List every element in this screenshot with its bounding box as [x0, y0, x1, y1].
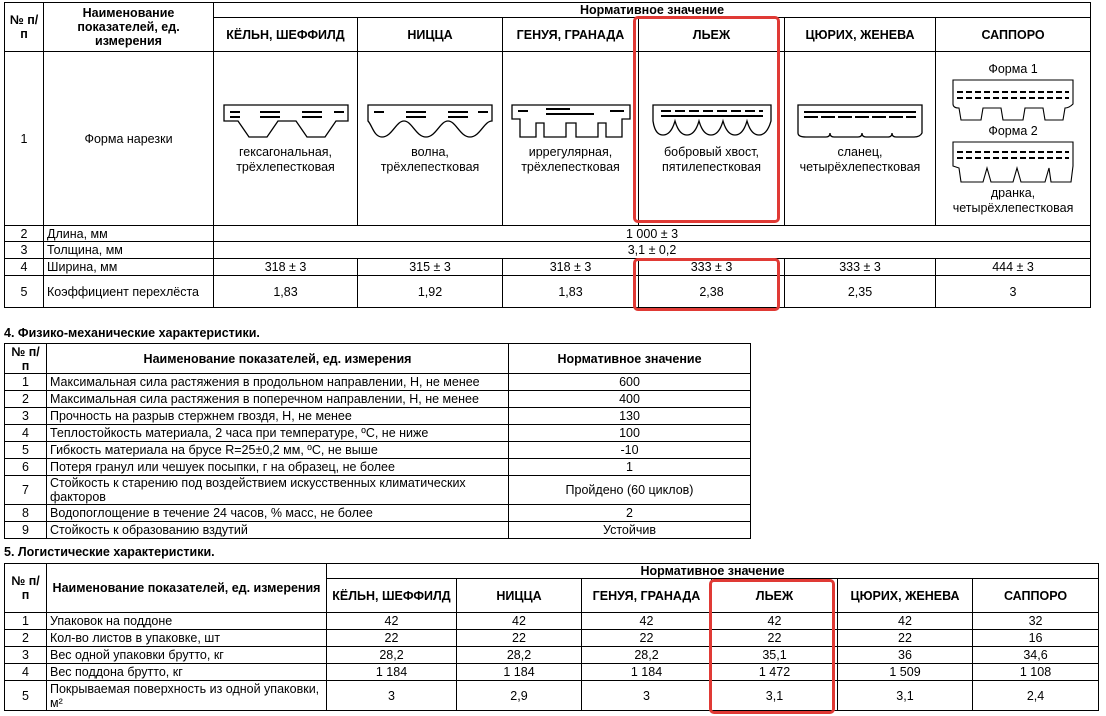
physical-mechanical-table: [4, 343, 751, 539]
row-value: 3: [327, 681, 457, 711]
row-value: 2,4: [973, 681, 1099, 711]
row-value: 333 ± 3: [785, 259, 936, 276]
row-name: Вес одной упаковки брутто, кг: [47, 647, 327, 664]
form-2-shingle-icon: [951, 138, 1075, 184]
table-row: [5, 408, 751, 425]
row-num: 1: [5, 613, 47, 630]
row-value: 1 184: [457, 664, 582, 681]
section-4-title: 4. Физико-механические характеристики.: [4, 326, 260, 340]
table-row: [5, 613, 1099, 630]
highlight-frame: [633, 258, 780, 311]
product-header: САППОРО: [936, 18, 1091, 52]
product-header: КЁЛЬН, ШЕФФИЛД: [327, 579, 457, 613]
irregular-shingle-icon: [510, 103, 632, 141]
row-num: 2: [5, 391, 47, 408]
table-row: [5, 425, 751, 442]
row-value: 28,2: [582, 647, 712, 664]
table-row: [5, 505, 751, 522]
row-value: 3,1: [712, 681, 838, 711]
row-value: 130: [509, 408, 751, 425]
wave-shingle-icon: [366, 103, 494, 141]
row-value: 35,1: [712, 647, 838, 664]
row-num: 7: [5, 476, 47, 505]
row-num: 2: [5, 630, 47, 647]
row-value: 3,1 ± 0,2: [214, 242, 1091, 259]
row-value: 1,83: [503, 276, 639, 308]
row-num: 4: [5, 259, 44, 276]
row-value: 28,2: [327, 647, 457, 664]
row-value: 22: [457, 630, 582, 647]
row-num: 5: [5, 442, 47, 459]
row-name: Прочность на разрыв стержнем гвоздя, Н, не менее: [47, 408, 509, 425]
row-value: 1 509: [838, 664, 973, 681]
row-value: Устойчив: [509, 522, 751, 539]
table-row: [5, 259, 1091, 276]
row-value: 22: [327, 630, 457, 647]
row-value: 1 108: [973, 664, 1099, 681]
table-row: [5, 681, 1099, 711]
row-name: Гибкость материала на брусе R=25±0,2 мм, ºС, не выше: [47, 442, 509, 459]
row-value: 42: [327, 613, 457, 630]
row-num: 1: [5, 374, 47, 391]
shape-caption: иррегулярная, трёхлепестковая: [521, 144, 620, 174]
row-name: Вес поддона брутто, кг: [47, 664, 327, 681]
row-num: 3: [5, 242, 44, 259]
product-header: ЛЬЕЖ: [712, 579, 838, 613]
row-name: Потеря гранул или чешуек посыпки, г на образец, не более: [47, 459, 509, 476]
row-value: 3: [582, 681, 712, 711]
table-row: [5, 226, 1091, 242]
row-value: 318 ± 3: [214, 259, 358, 276]
product-header: НИЦЦА: [457, 579, 582, 613]
col-name-header: Наименование показателей, ед. измерения: [47, 344, 509, 374]
form-2-label: Форма 2: [988, 123, 1038, 138]
row-name: Ширина, мм: [44, 259, 214, 276]
table-row: [5, 391, 751, 408]
col-num-header: № п/п: [5, 564, 47, 613]
shape-caption: гексагональная, трёхлепестковая: [236, 144, 335, 174]
product-header: ГЕНУЯ, ГРАНАДА: [582, 579, 712, 613]
product-header: ЛЬЕЖ: [639, 18, 785, 52]
table-row: [5, 647, 1099, 664]
row-value: 42: [457, 613, 582, 630]
shape-caption: дранка, четырёхлепестковая: [952, 185, 1074, 215]
row-num: 3: [5, 408, 47, 425]
row-name: Максимальная сила растяжения в продольном направлении, Н, не менее: [47, 374, 509, 391]
table-row: [5, 459, 751, 476]
row-value: 333 ± 3: [639, 259, 785, 276]
row-num: 2: [5, 226, 44, 242]
col-name-header: Наименование показателей, ед. измерения: [44, 3, 214, 52]
col-name-header: Наименование показателей, ед. измерения: [47, 564, 327, 613]
row-name: Коэффициент перехлёста: [44, 276, 214, 308]
row-value: 318 ± 3: [503, 259, 639, 276]
row-num: 8: [5, 505, 47, 522]
form-1-label: Форма 1: [988, 61, 1038, 76]
shape-caption: волна, трёхлепестковая: [380, 144, 480, 174]
row-value: 22: [712, 630, 838, 647]
table-row: [5, 476, 751, 505]
row-value: 1 184: [327, 664, 457, 681]
row-name: Стойкость к образованию вздутий: [47, 522, 509, 539]
table-row: [5, 442, 751, 459]
row-name: Водопоглощение в течение 24 часов, % масс, не более: [47, 505, 509, 522]
row-value: 400: [509, 391, 751, 408]
col-num-header: № п/п: [5, 344, 47, 374]
row-value: 16: [973, 630, 1099, 647]
col-norm-header: Нормативное значение: [214, 3, 1091, 18]
logistics-rows: [5, 613, 1099, 711]
row-value: 42: [582, 613, 712, 630]
row-name: Покрываемая поверхность из одной упаковки, м²: [47, 681, 327, 711]
row-value: 1: [509, 459, 751, 476]
row-name: Теплостойкость материала, 2 часа при температуре, ºС, не ниже: [47, 425, 509, 442]
product-header: ЦЮРИХ, ЖЕНЕВА: [785, 18, 936, 52]
row-value: -10: [509, 442, 751, 459]
row-num: 3: [5, 647, 47, 664]
row-value: 1,92: [358, 276, 503, 308]
row-name: Форма нарезки: [44, 52, 214, 226]
row-value: 2: [509, 505, 751, 522]
row-value: 2,38: [639, 276, 785, 308]
product-header: САППОРО: [973, 579, 1099, 613]
row-value: 3: [936, 276, 1091, 308]
row-num: 5: [5, 276, 44, 308]
shingle-shape-table: [4, 2, 1091, 308]
table-row: [5, 276, 1091, 308]
table-row: [5, 374, 751, 391]
table-row: [5, 522, 751, 539]
row-value: 1,83: [214, 276, 358, 308]
row-value: 2,9: [457, 681, 582, 711]
row-value: 1 184: [582, 664, 712, 681]
col-num-header: № п/п: [5, 3, 44, 52]
row-value: 32: [973, 613, 1099, 630]
table-row: [5, 52, 1091, 226]
row-num: 9: [5, 522, 47, 539]
section-5-title: 5. Логистические характеристики.: [4, 545, 215, 559]
row-name: Упаковок на поддоне: [47, 613, 327, 630]
col-norm-header: Нормативное значение: [509, 344, 751, 374]
product-header: НИЦЦА: [358, 18, 503, 52]
row-value: 444 ± 3: [936, 259, 1091, 276]
row-name: Кол-во листов в упаковке, шт: [47, 630, 327, 647]
table-row: [5, 664, 1099, 681]
row-value: 36: [838, 647, 973, 664]
col-norm-header: Нормативное значение: [327, 564, 1099, 579]
table-row: [5, 242, 1091, 259]
highlight-frame: [709, 579, 835, 714]
row-value: 2,35: [785, 276, 936, 308]
row-value: 315 ± 3: [358, 259, 503, 276]
row-num: 4: [5, 425, 47, 442]
shape-caption: сланец, четырёхлепестковая: [799, 144, 921, 174]
row-value: 3,1: [838, 681, 973, 711]
hexagonal-shingle-icon: [222, 103, 350, 141]
row-value: 1 472: [712, 664, 838, 681]
row-num: 5: [5, 681, 47, 711]
row-name: Толщина, мм: [44, 242, 214, 259]
row-num: 1: [5, 52, 44, 226]
row-value: 34,6: [973, 647, 1099, 664]
form-1-shingle-icon: [951, 76, 1075, 122]
product-header: КЁЛЬН, ШЕФФИЛД: [214, 18, 358, 52]
row-num: 6: [5, 459, 47, 476]
shape-caption: бобровый хвост, пятилепестковая: [662, 144, 761, 174]
product-header: ГЕНУЯ, ГРАНАДА: [503, 18, 639, 52]
row-value: 28,2: [457, 647, 582, 664]
slate-shingle-icon: [796, 103, 924, 141]
row-name: Стойкость к старению под воздействием искусственных климатических факторов: [47, 476, 509, 505]
row-value: 22: [582, 630, 712, 647]
row-value: 1 000 ± 3: [214, 226, 1091, 242]
row-value: 100: [509, 425, 751, 442]
physical-mechanical-rows: [5, 374, 751, 539]
table-row: [5, 630, 1099, 647]
row-num: 4: [5, 664, 47, 681]
row-name: Максимальная сила растяжения в поперечном направлении, Н, не менее: [47, 391, 509, 408]
row-value: 42: [712, 613, 838, 630]
row-value: Пройдено (60 циклов): [509, 476, 751, 505]
product-header: ЦЮРИХ, ЖЕНЕВА: [838, 579, 973, 613]
logistics-table: [4, 563, 1099, 711]
row-value: 600: [509, 374, 751, 391]
row-value: 42: [838, 613, 973, 630]
highlight-frame: [633, 16, 780, 223]
row-value: 22: [838, 630, 973, 647]
row-name: Длина, мм: [44, 226, 214, 242]
